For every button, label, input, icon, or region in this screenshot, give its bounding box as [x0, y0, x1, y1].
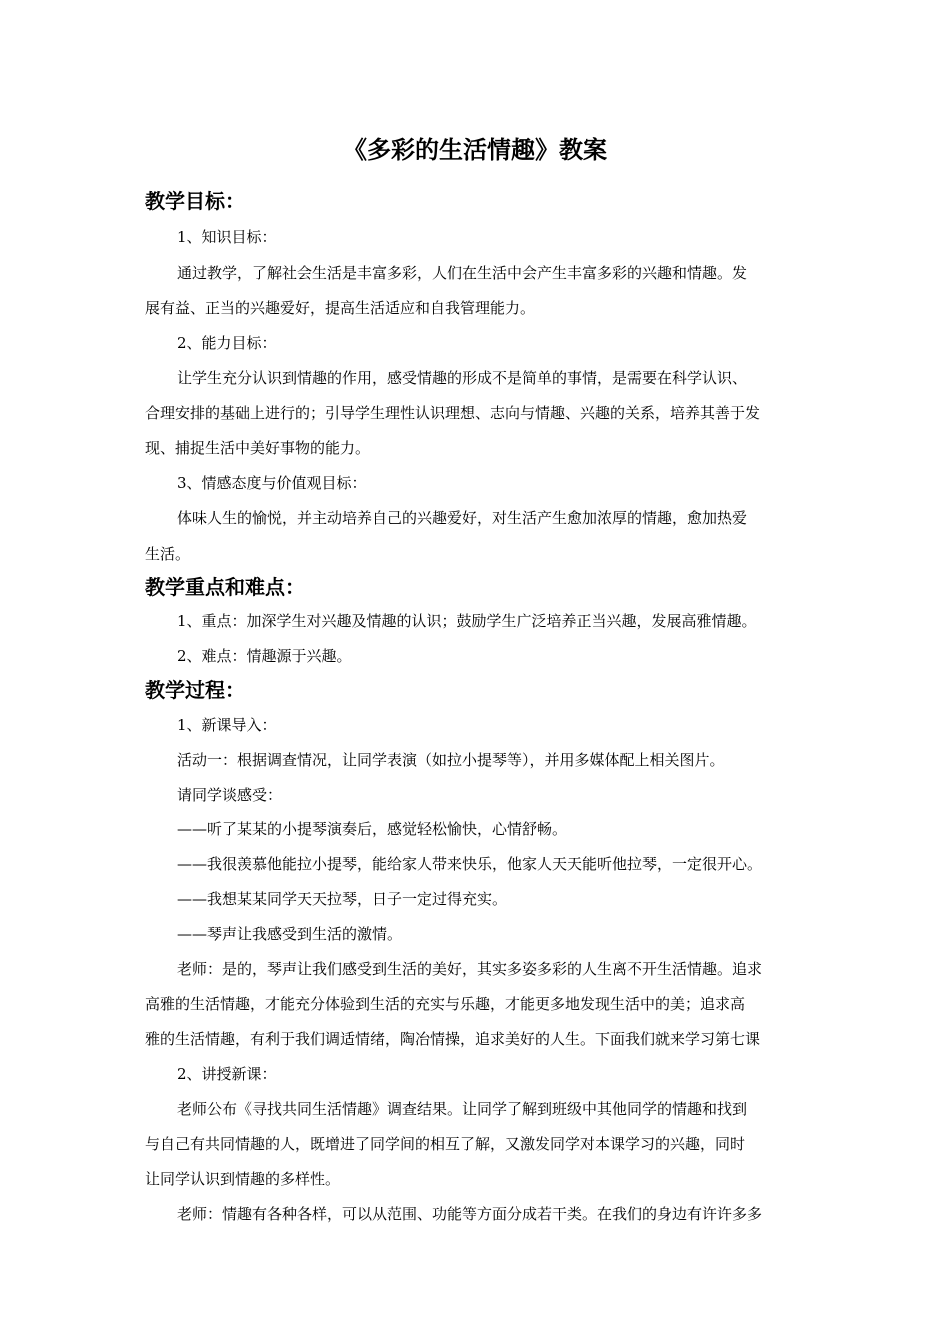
text-line: 生活。 — [145, 545, 191, 563]
text-line: 让同学认识到情趣的多样性。 — [145, 1170, 341, 1188]
text-line: 体味人生的愉悦，并主动培养自己的兴趣爱好，对生活产生愈加浓厚的情趣，愈加热爱 — [177, 509, 748, 527]
text-line: ——听了某某的小提琴演奏后，感觉轻松愉快，心情舒畅。 — [177, 820, 568, 838]
text-line: 老师公布《寻找共同生活情趣》调查结果。让同学了解到班级中其他同学的情趣和找到 — [177, 1100, 748, 1118]
text-line: 请同学谈感受： — [177, 786, 283, 804]
heading-key-and-difficult-points: 教学重点和难点： — [145, 575, 305, 599]
text-line: 展有益、正当的兴趣爱好，提高生活适应和自我管理能力。 — [145, 299, 536, 317]
text-line: 3、情感态度与价值观目标： — [177, 474, 367, 492]
text-line: 2、能力目标： — [177, 334, 277, 352]
text-line: 活动一：根据调查情况，让同学表演（如拉小提琴等），并用多媒体配上相关图片。 — [177, 751, 725, 769]
text-line: 通过教学，了解社会生活是丰富多彩，人们在生活中会产生丰富多彩的兴趣和情趣。发 — [177, 264, 748, 282]
text-line: 让学生充分认识到情趣的作用，感受情趣的形成不是简单的事情，是需要在科学认识、 — [177, 369, 748, 387]
text-line: 1、新课导入： — [177, 716, 277, 734]
text-line: ——我很羡慕他能拉小提琴，能给家人带来快乐，他家人天天能听他拉琴，一定很开心。 — [177, 855, 763, 873]
text-line: 2、难点：情趣源于兴趣。 — [177, 647, 352, 665]
document-title: 《多彩的生活情趣》教案 — [343, 136, 607, 164]
text-line: 1、重点：加深学生对兴趣及情趣的认识；鼓励学生广泛培养正当兴趣，发展高雅情趣。 — [177, 612, 757, 630]
text-line: 老师：情趣有各种各样，可以从范围、功能等方面分成若干类。在我们的身边有许许多多 — [177, 1205, 763, 1223]
text-line: 老师：是的，琴声让我们感受到生活的美好，其实多姿多彩的人生离不开生活情趣。追求 — [177, 960, 763, 978]
text-line: ——琴声让我感受到生活的激情。 — [177, 925, 403, 943]
text-line: ——我想某某同学天天拉琴，日子一定过得充实。 — [177, 890, 508, 908]
heading-teaching-process: 教学过程： — [145, 678, 245, 702]
heading-teaching-objectives: 教学目标： — [145, 189, 245, 213]
text-line: 现、捕捉生活中美好事物的能力。 — [145, 439, 371, 457]
text-line: 雅的生活情趣，有利于我们调适情绪，陶冶情操，追求美好的人生。下面我们就来学习第七课 — [145, 1030, 761, 1048]
text-line: 与自己有共同情趣的人，既增进了同学间的相互了解，又激发同学对本课学习的兴趣，同时 — [145, 1135, 746, 1153]
text-line: 合理安排的基础上进行的；引导学生理性认识理想、志向与情趣、兴趣的关系，培养其善于发 — [145, 404, 761, 422]
text-line: 高雅的生活情趣，才能充分体验到生活的充实与乐趣，才能更多地发现生活中的美；追求高 — [145, 995, 746, 1013]
text-line: 2、讲授新课： — [177, 1065, 277, 1083]
text-line: 1、知识目标： — [177, 228, 277, 246]
